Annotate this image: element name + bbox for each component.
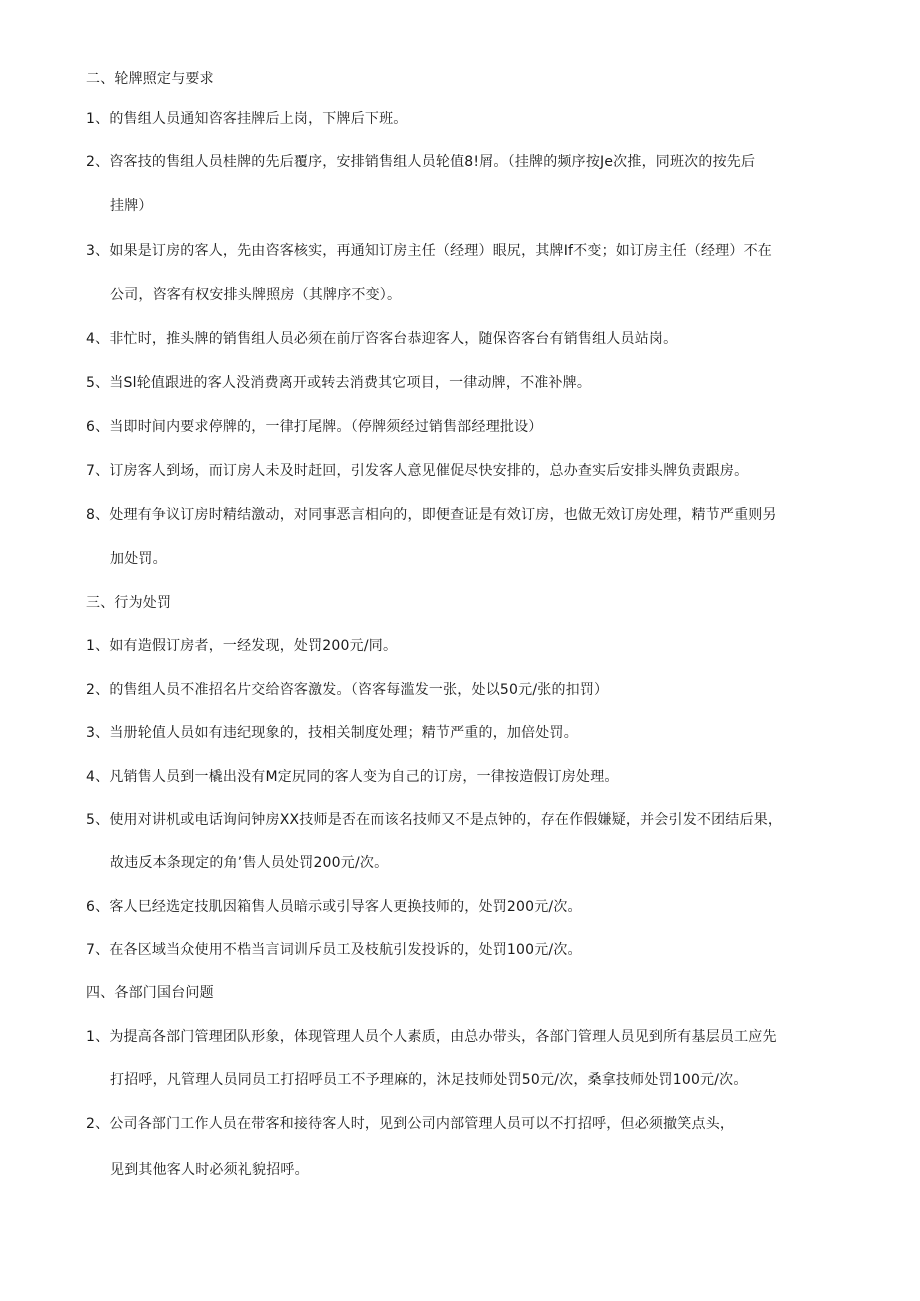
item-text: 当册轮值人员如有违纪现象的，技相关制度处理；精节严重的，加倍处罚。 xyxy=(109,725,578,741)
item-text: 订房客人到场，而订房人未及时赶回，引发客人意见催促尽快安排的，总办查实后安排头牌负责跟房。 xyxy=(109,463,749,479)
item-number: 6、 xyxy=(86,419,110,435)
list-item xyxy=(86,810,782,830)
list-item xyxy=(86,1027,777,1047)
item-text-continuation: 见到其他客人时必须礼貌招呼。 xyxy=(110,1162,309,1178)
item-number: 4、 xyxy=(86,769,110,785)
item-number: 1、 xyxy=(86,111,110,127)
item-text-continuation: 故违反本条现定的角’售人员处罚200元/次。 xyxy=(110,855,389,871)
item-text-continuation: 打招呼，凡管理人员同员工打招呼员工不予理麻的，沐足技师处罚50元/次，桑拿技师处罚100元/次。 xyxy=(110,1072,748,1088)
section-heading: 四、各部门国台问题 xyxy=(86,985,214,1001)
list-item xyxy=(86,1114,734,1134)
item-number: 2、 xyxy=(86,682,110,698)
item-text: 处理有争议订房时精结激动，对同事恶言相向的，即便查证是有效订房，也做无效订房处理，精节严重则另 xyxy=(109,507,777,523)
item-text: 当Sl轮值跟进的客人没消费离开或转去消费其它项目，一律动牌，不准补牌。 xyxy=(109,375,592,391)
list-item xyxy=(86,897,582,917)
item-text: 当即时间内要求停牌的，一律打尾牌。（停牌须经过销售部经理批设） xyxy=(109,419,543,435)
item-number: 5、 xyxy=(86,812,110,828)
item-text: 为提高各部门管理团队形象，体现管理人员个人素质，由总办带头，各部门管理人员见到所有基层员工应先 xyxy=(109,1029,777,1045)
item-text: 在各区域当众使用不梏当言词训斥员工及枝航引发投诉的，处罚100元/次。 xyxy=(109,942,582,958)
list-item xyxy=(86,461,748,481)
list-item xyxy=(86,417,543,437)
item-number: 2、 xyxy=(86,1116,110,1132)
item-text-continuation: 加处罚。 xyxy=(110,551,167,567)
list-item xyxy=(86,636,397,656)
item-number: 4、 xyxy=(86,331,110,347)
item-number: 5、 xyxy=(86,375,110,391)
item-number: 7、 xyxy=(86,463,110,479)
list-item xyxy=(86,505,777,525)
list-item xyxy=(86,241,772,261)
item-text: 客人巳经选定技肌因箱售人员暗示或引导客人更换技师的，处罚200元/次。 xyxy=(109,899,582,915)
list-item xyxy=(86,767,619,787)
item-text: 如果是订房的客人，先由咨客核实，再通知订房主任（经理）眼尻，其牌If不变；如订房主任（经理）不在 xyxy=(109,243,772,259)
item-text-continuation: 挂牌） xyxy=(110,198,153,214)
item-number: 8、 xyxy=(86,507,110,523)
item-text: 如有造假订房者，一经发现，处罚200元/同。 xyxy=(109,638,398,654)
list-item xyxy=(86,940,582,960)
item-number: 1、 xyxy=(86,638,110,654)
item-text: 使用对讲机或电话询问钟房XX技师是否在而该名技师又不是点钟的，存在作假嫌疑，并会引发不团结后果， xyxy=(109,812,783,828)
item-number: 1、 xyxy=(86,1029,110,1045)
item-number: 2、 xyxy=(86,154,110,170)
item-text: 凡销售人员到一橇出没有M定尻同的客人变为自己的订房，一律按造假订房处理。 xyxy=(109,769,619,785)
item-number: 6、 xyxy=(86,899,110,915)
item-text-continuation: 公司，咨客有权安排头牌照房（其牌序不变）。 xyxy=(110,287,402,303)
section-heading: 三、行为处罚 xyxy=(86,595,172,611)
list-item xyxy=(86,680,608,700)
item-number: 7、 xyxy=(86,942,110,958)
list-item xyxy=(86,373,591,393)
item-text: 公司各部门工作人员在带客和接待客人时，见到公司内部管理人员可以不打招呼，但必须撤笑点头， xyxy=(109,1116,735,1132)
list-item xyxy=(86,152,755,172)
item-number: 3、 xyxy=(86,243,110,259)
list-item xyxy=(86,109,408,129)
list-item xyxy=(86,723,578,743)
item-text: 咨客技的售组人员桂牌的先后覆序，安排销售组人员轮值8!屑。（挂牌的频序按Je次推，同班次的按先后 xyxy=(109,154,756,170)
item-text: 非忙时，推头牌的销售组人员必须在前厅咨客台恭迎客人，随保咨客台有销售组人员站岗。 xyxy=(109,331,678,347)
item-number: 3、 xyxy=(86,725,110,741)
item-text: 的售组人员通知咨客挂牌后上岗，下牌后下班。 xyxy=(109,111,408,127)
list-item xyxy=(86,329,677,349)
item-text: 的售组人员不准招名片交给咨客激发。（咨客每滥发一张，处以50元/张的扣罚） xyxy=(109,682,609,698)
section-heading: 二、轮牌照定与要求 xyxy=(86,71,214,87)
